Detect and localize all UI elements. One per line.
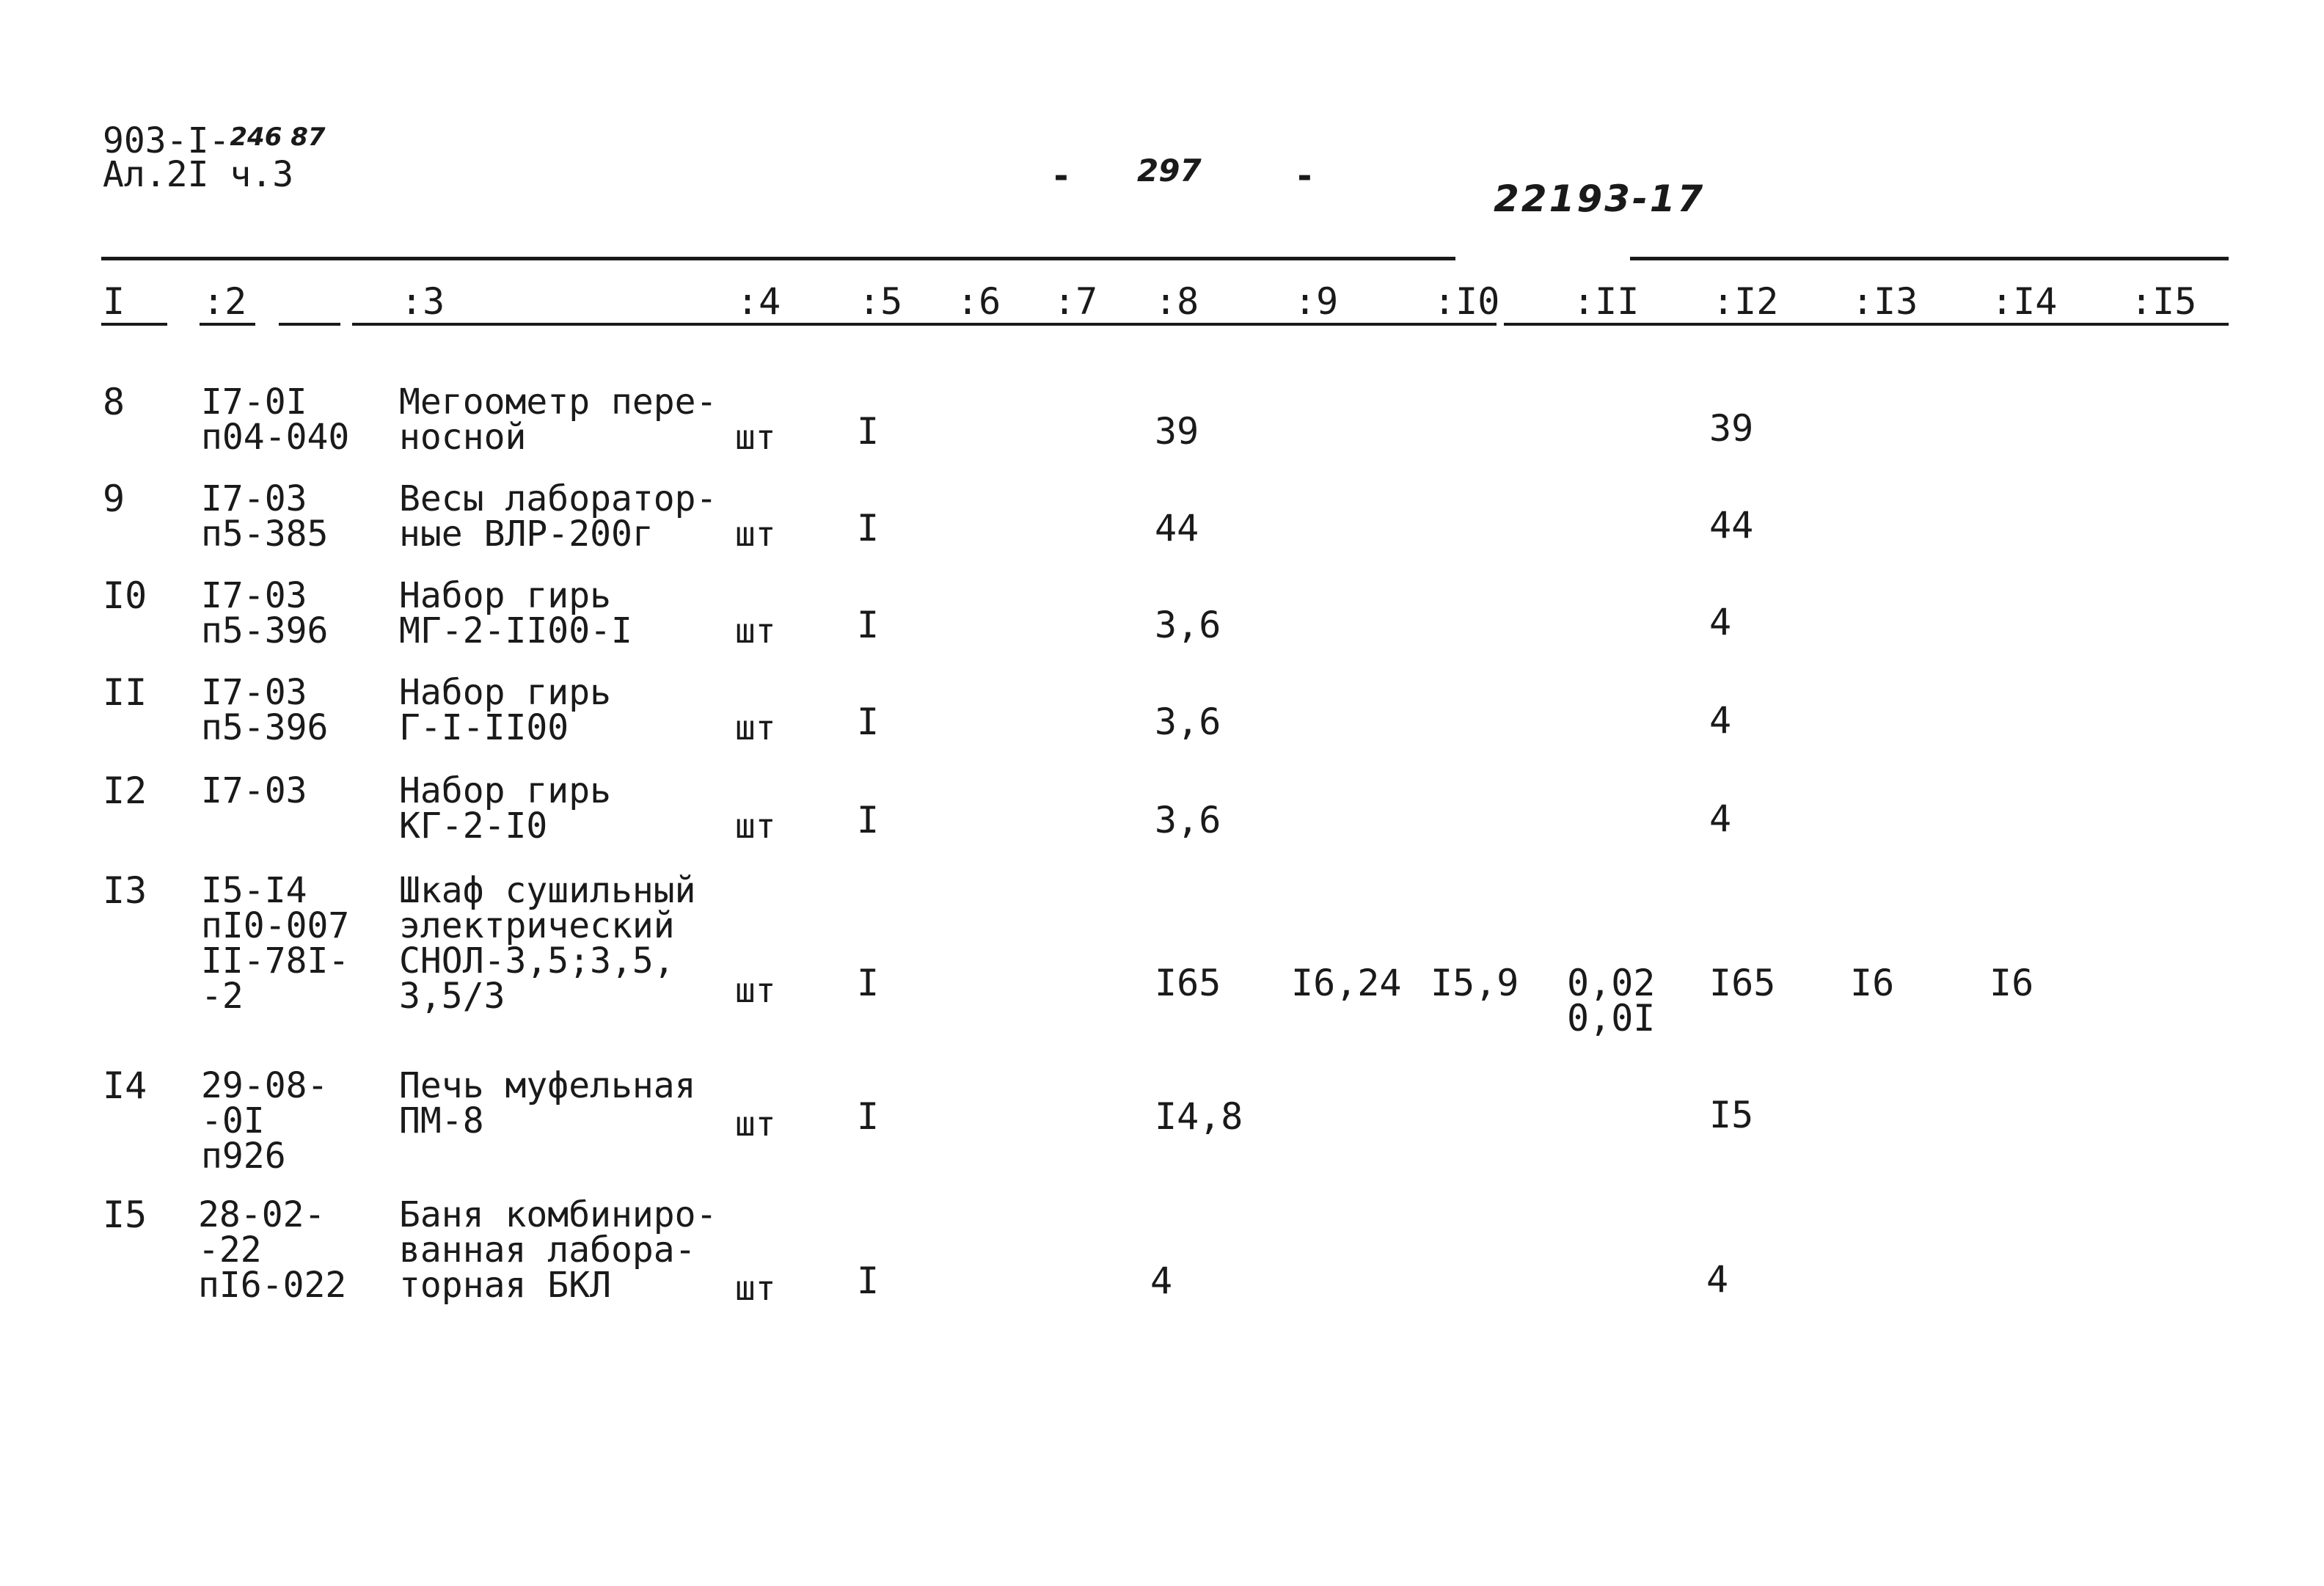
col-13-value: I6 bbox=[1850, 962, 1895, 1004]
sheet-code: 22193-17 bbox=[1494, 178, 1706, 220]
item-name-line: Шкаф сушильный bbox=[399, 870, 696, 911]
row-number: I3 bbox=[103, 869, 147, 912]
row-number: I4 bbox=[103, 1064, 147, 1107]
quantity: I bbox=[857, 1260, 880, 1302]
col-12-value: 44 bbox=[1709, 504, 1754, 547]
item-name bbox=[399, 381, 717, 458]
norm-code-line: пI6-022 bbox=[198, 1265, 347, 1306]
item-name-line: носной bbox=[399, 417, 527, 458]
quantity: I bbox=[857, 410, 880, 453]
norm-code-line: 28-02- bbox=[198, 1194, 326, 1235]
norm-code bbox=[198, 1194, 347, 1306]
norm-code-line: пI0-007 bbox=[201, 905, 350, 946]
col-11-line: 0,0I bbox=[1567, 997, 1656, 1039]
norm-code-line: I7-03 bbox=[201, 478, 307, 519]
col-4-header: :4 bbox=[737, 280, 781, 323]
table-top-rule-right bbox=[1630, 257, 2229, 260]
col-12-value: I5 bbox=[1709, 1094, 1754, 1136]
col-2-header: :2 bbox=[202, 280, 247, 323]
item-name-line: ные ВЛР-200г bbox=[399, 514, 654, 555]
norm-code bbox=[201, 672, 329, 748]
unit: шт bbox=[735, 971, 776, 1010]
page-dash-left: - bbox=[1050, 156, 1072, 197]
item-name-line: Набор гирь bbox=[399, 575, 611, 616]
norm-code-line: I7-03 bbox=[201, 672, 307, 713]
col-6-header: :6 bbox=[957, 280, 1001, 323]
norm-code bbox=[201, 381, 350, 458]
header-underline bbox=[352, 323, 1497, 326]
norm-code bbox=[201, 770, 307, 811]
quantity: I bbox=[857, 799, 880, 841]
item-name bbox=[399, 770, 611, 847]
item-name-line: Набор гирь bbox=[399, 770, 611, 811]
col-5-header: :5 bbox=[858, 280, 903, 323]
col-1-header: I bbox=[103, 280, 125, 323]
album-label: Ал.2I ч.3 bbox=[103, 154, 294, 195]
header-underline bbox=[279, 323, 340, 326]
col-14-value: I6 bbox=[1989, 962, 2034, 1004]
item-name-line: электрический bbox=[399, 905, 675, 946]
col-12-value: 4 bbox=[1709, 699, 1732, 742]
col-9-header: :9 bbox=[1294, 280, 1339, 323]
norm-code-line: п5-396 bbox=[201, 707, 329, 748]
unit: шт bbox=[735, 708, 776, 748]
item-name-line: ванная лабора- bbox=[399, 1229, 696, 1271]
norm-code-line: I7-03 bbox=[201, 575, 307, 616]
item-name bbox=[399, 575, 632, 651]
item-name-line: 3,5/3 bbox=[399, 976, 505, 1017]
col-11-header: :II bbox=[1573, 280, 1640, 323]
item-name-line: Г-I-II00 bbox=[399, 707, 569, 748]
col-11-line: 0,02 bbox=[1567, 962, 1656, 1004]
doc-code-handwritten: 246 87 bbox=[230, 123, 326, 152]
unit: шт bbox=[735, 1104, 776, 1144]
col-10-header: :I0 bbox=[1433, 280, 1500, 323]
col-8-value: 39 bbox=[1155, 410, 1199, 453]
col-8-value: 3,6 bbox=[1155, 604, 1221, 646]
page-dash-right: - bbox=[1294, 156, 1315, 197]
norm-code-line: I5-I4 bbox=[201, 870, 307, 911]
col-12-value: 4 bbox=[1709, 797, 1732, 840]
norm-code bbox=[201, 575, 329, 651]
norm-code-line: I7-0I bbox=[201, 381, 307, 423]
quantity: I bbox=[857, 701, 880, 743]
col-8-value: 3,6 bbox=[1155, 701, 1221, 743]
table-top-rule-left bbox=[101, 257, 1455, 260]
doc-code bbox=[103, 120, 326, 161]
item-name bbox=[399, 1065, 696, 1141]
col-9-value: I6,24 bbox=[1291, 962, 1402, 1004]
col-8-value: I65 bbox=[1155, 962, 1221, 1004]
item-name-line: Печь муфельная bbox=[399, 1065, 696, 1106]
row-number: I5 bbox=[103, 1194, 147, 1236]
row-number: 8 bbox=[103, 381, 125, 423]
col-12-header: :I2 bbox=[1712, 280, 1779, 323]
header-underline bbox=[1504, 323, 2229, 326]
norm-code bbox=[201, 870, 350, 1017]
col-8-header: :8 bbox=[1155, 280, 1199, 323]
row-number: 9 bbox=[103, 478, 125, 520]
item-name-line: МГ-2-II00-I bbox=[399, 610, 632, 651]
col-12-value: I65 bbox=[1709, 962, 1776, 1004]
col-8-value: 4 bbox=[1150, 1260, 1173, 1302]
col-14-header: :I4 bbox=[1991, 280, 2058, 323]
item-name-line: СНОЛ-3,5;3,5, bbox=[399, 940, 675, 982]
item-name bbox=[399, 672, 611, 748]
norm-code-line: п926 bbox=[201, 1136, 286, 1177]
row-number: I0 bbox=[103, 574, 147, 617]
item-name bbox=[399, 1194, 717, 1306]
norm-code-line: -2 bbox=[201, 976, 244, 1017]
item-name-line: Набор гирь bbox=[399, 672, 611, 713]
norm-code bbox=[201, 1065, 329, 1177]
quantity: I bbox=[857, 962, 880, 1004]
doc-code-printed: 903-I- bbox=[103, 120, 230, 161]
col-12-value: 4 bbox=[1706, 1258, 1729, 1301]
header-underline bbox=[101, 323, 167, 326]
col-12-value: 39 bbox=[1709, 407, 1754, 450]
header-underline bbox=[200, 323, 255, 326]
norm-code-line: -22 bbox=[198, 1229, 262, 1271]
norm-code-line: п04-040 bbox=[201, 417, 350, 458]
norm-code bbox=[201, 478, 329, 555]
norm-code-line: II-78I- bbox=[201, 940, 350, 982]
item-name bbox=[399, 870, 696, 1017]
item-name-line: Баня комбиниро- bbox=[399, 1194, 717, 1235]
norm-code-line: I7-03 bbox=[201, 770, 307, 811]
col-15-header: :I5 bbox=[2130, 280, 2197, 323]
norm-code-line: -0I bbox=[201, 1100, 265, 1141]
row-number: II bbox=[103, 671, 147, 714]
item-name bbox=[399, 478, 717, 555]
item-name-line: торная БКЛ bbox=[399, 1265, 611, 1306]
item-name-line: Весы лаборатор- bbox=[399, 478, 717, 519]
col-8-value: I4,8 bbox=[1155, 1095, 1243, 1138]
norm-code-line: п5-385 bbox=[201, 514, 329, 555]
quantity: I bbox=[857, 1095, 880, 1138]
unit: шт bbox=[735, 806, 776, 846]
quantity: I bbox=[857, 507, 880, 549]
norm-code-line: 29-08- bbox=[201, 1065, 329, 1106]
col-8-value: 3,6 bbox=[1155, 799, 1221, 841]
unit: шт bbox=[735, 611, 776, 651]
item-name-line: Мегоометр пере- bbox=[399, 381, 717, 423]
col-13-header: :I3 bbox=[1852, 280, 1918, 323]
col-8-value: 44 bbox=[1155, 507, 1199, 549]
row-number: I2 bbox=[103, 770, 147, 812]
col-10-value: I5,9 bbox=[1430, 962, 1519, 1004]
unit: шт bbox=[735, 514, 776, 554]
quantity: I bbox=[857, 604, 880, 646]
col-12-value: 4 bbox=[1709, 601, 1732, 643]
col-7-header: :7 bbox=[1053, 280, 1098, 323]
unit: шт bbox=[735, 417, 776, 457]
unit: шт bbox=[735, 1268, 776, 1308]
item-name-line: ПМ-8 bbox=[399, 1100, 484, 1141]
col-3-header: :3 bbox=[401, 280, 445, 323]
page-number: 297 bbox=[1137, 153, 1202, 189]
col-11-value bbox=[1567, 962, 1656, 1039]
norm-code-line: п5-396 bbox=[201, 610, 329, 651]
item-name-line: КГ-2-I0 bbox=[399, 805, 548, 847]
